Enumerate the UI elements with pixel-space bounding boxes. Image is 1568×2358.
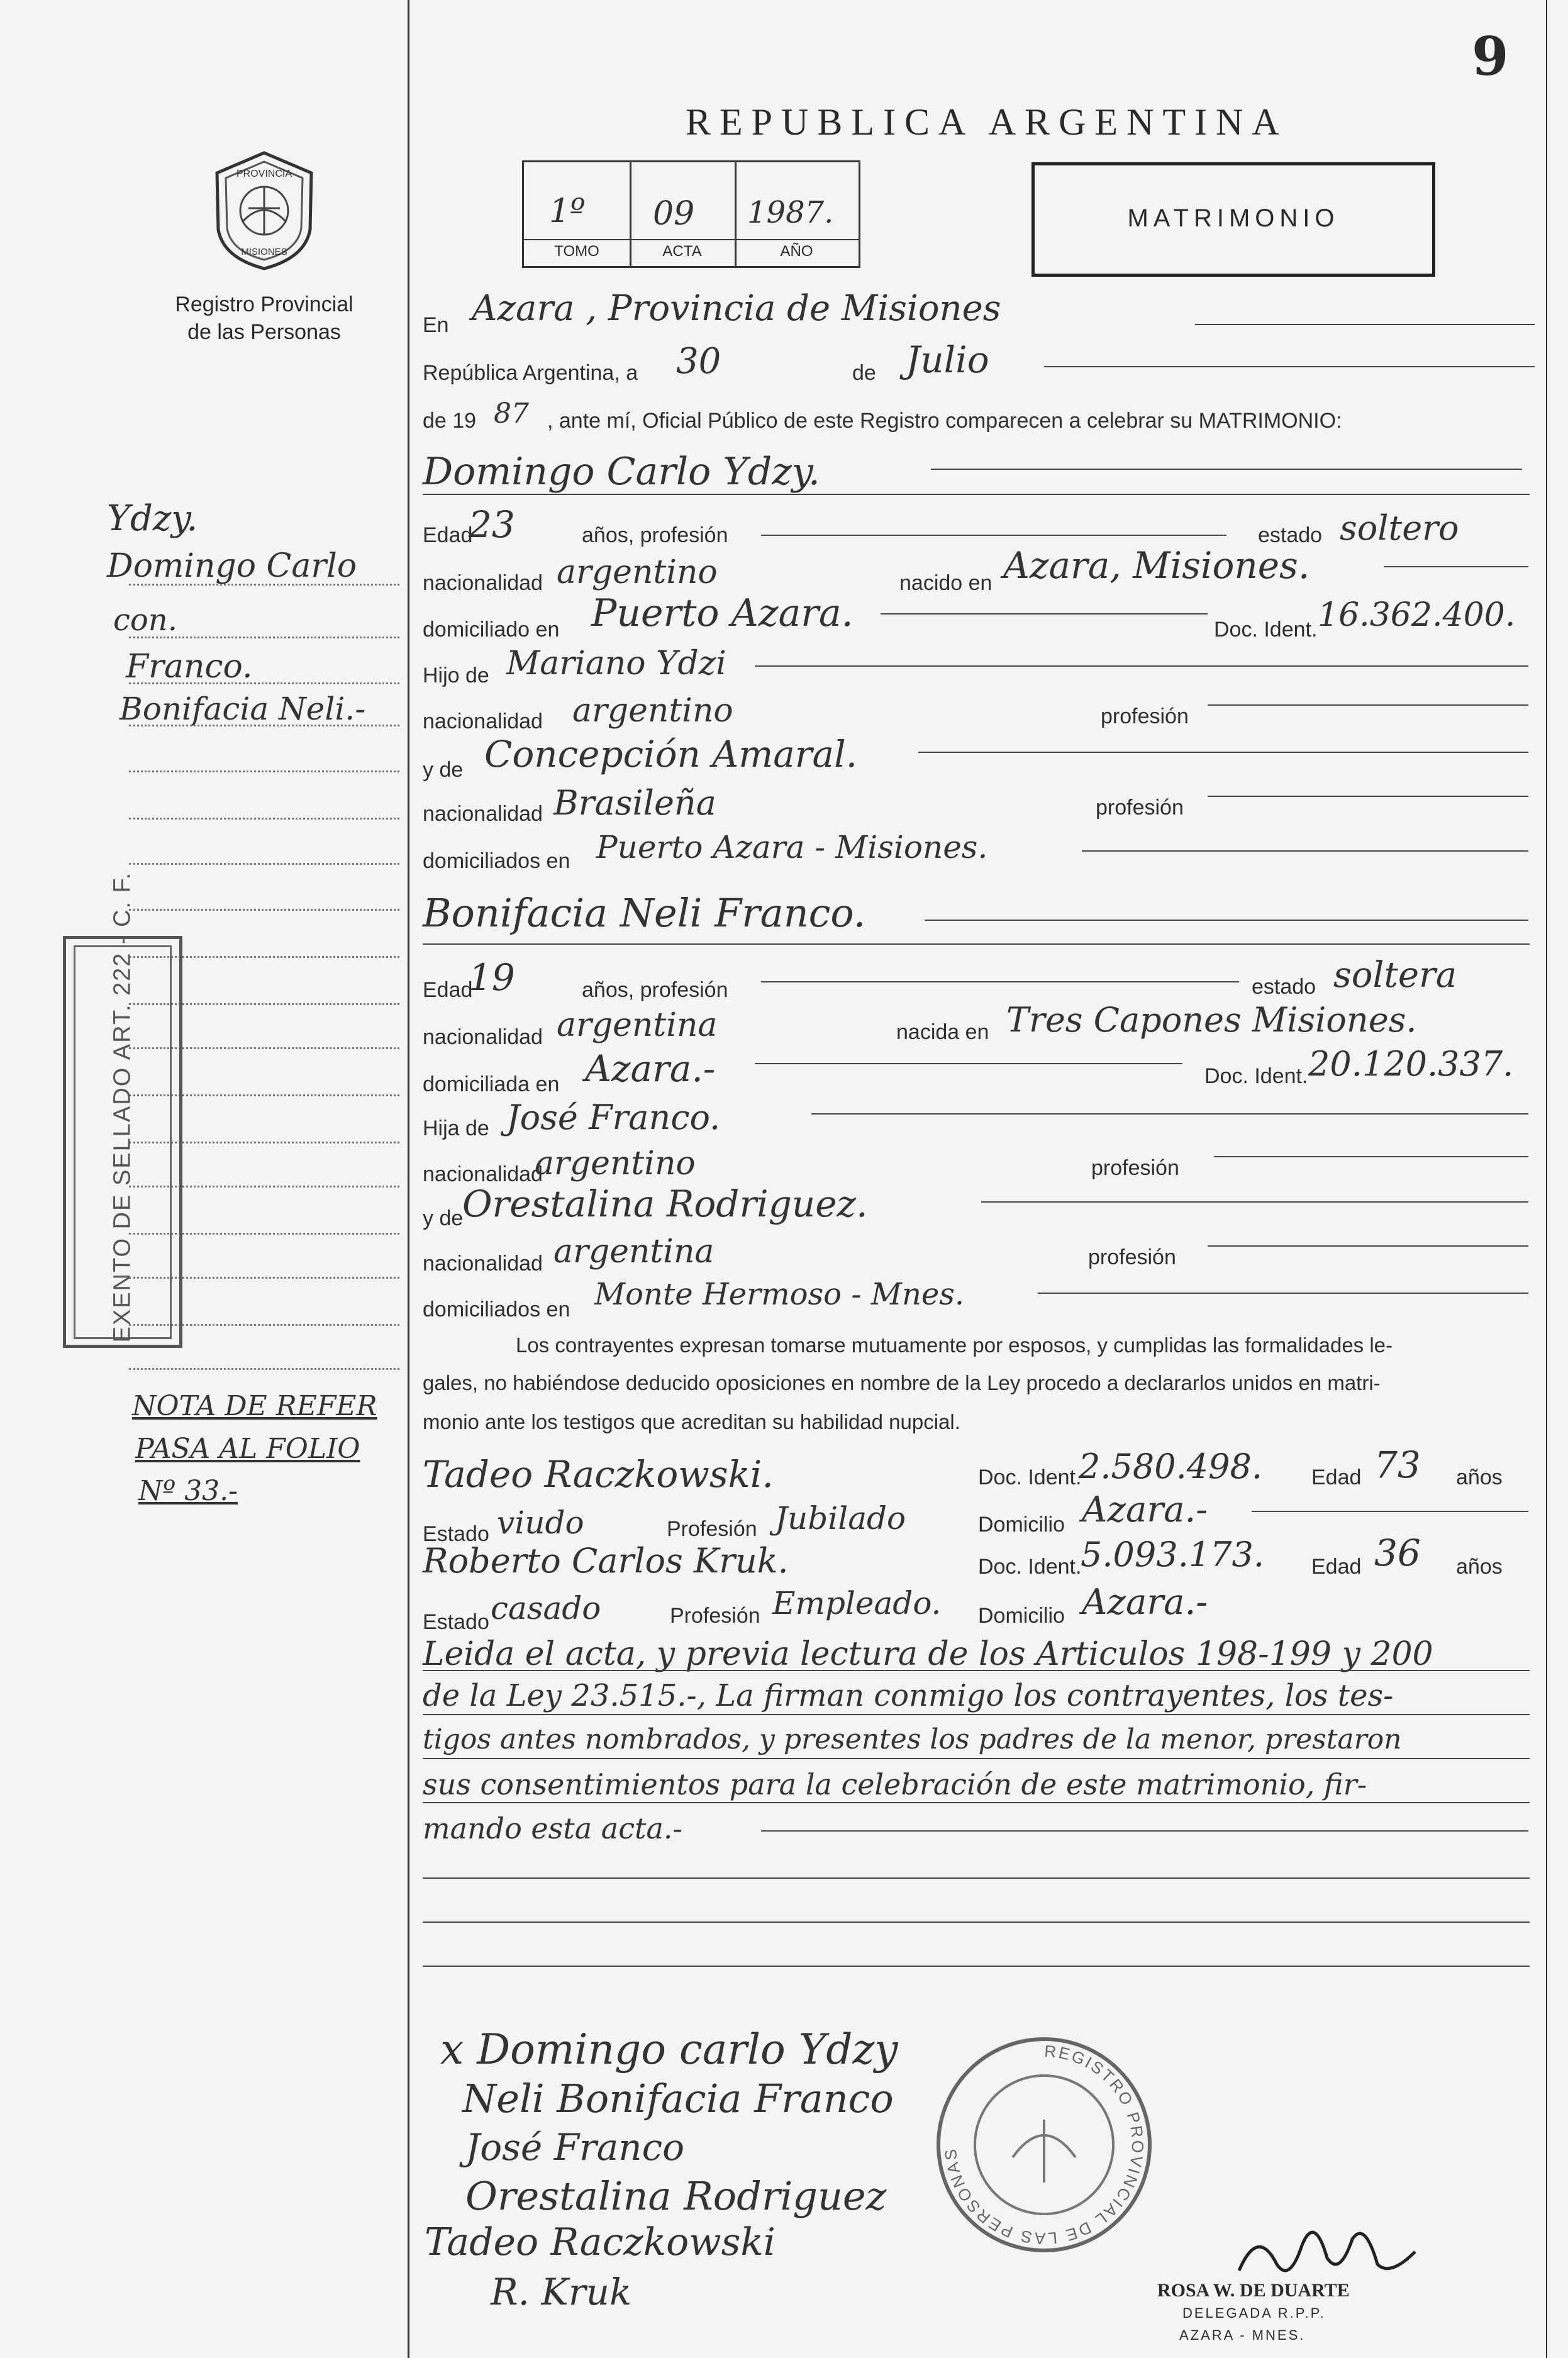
groom-mother-profesion-label: profesión — [1096, 796, 1184, 820]
witness2-domicilio-label: Domicilio — [978, 1604, 1065, 1628]
bride-estado-label: estado — [1252, 975, 1316, 999]
witness1-profesion: Jubilado — [775, 1500, 906, 1537]
seal-bottom-text: MISIONES — [241, 247, 287, 257]
witness1-domicilio: Azara.- — [1082, 1489, 1208, 1530]
bride-y-de-label: y de — [423, 1206, 464, 1230]
bride-domicilio: Azara.- — [585, 1047, 716, 1090]
year-suffix: 87 — [494, 398, 529, 430]
groom-estado-label: estado — [1258, 523, 1323, 547]
witness1-edad-label: Edad — [1311, 1465, 1362, 1489]
witness2-doc: 5.093.173. — [1081, 1535, 1264, 1574]
registry-round-stamp-icon — [931, 2032, 1157, 2258]
tomo-value: 1º — [549, 192, 586, 230]
signature-witness2: R. Kruk — [491, 2271, 632, 2313]
declaration-line-1: Los contrayentes expresan tomarse mutuamente por esposos, y cumplidas las formalidades le- — [516, 1333, 1393, 1357]
margin-name-4: Franco. — [126, 648, 253, 686]
groom-father: Mariano Ydzi — [506, 645, 726, 682]
round-stamp-text: REGISTRO PROVINCIAL DE LAS PERSONAS — [940, 2041, 1148, 2249]
anio-value: 1987. — [747, 195, 834, 230]
witness2-domicilio: Azara.- — [1082, 1582, 1208, 1623]
record-type: MATRIMONIO — [1127, 204, 1340, 232]
country-title: REPUBLICA ARGENTINA — [686, 101, 1288, 143]
groom-doc-label: Doc. Ident. — [1214, 618, 1318, 642]
officer-signature-icon — [1233, 2201, 1421, 2289]
groom-edad-label: Edad — [423, 523, 473, 547]
witness1-estado-label: Estado — [423, 1522, 489, 1546]
officer-place: AZARA - MNES. — [1179, 2327, 1306, 2343]
groom-estado: soltero — [1340, 508, 1459, 548]
groom-hijo-label: Hijo de — [423, 664, 489, 687]
groom-nacionalidad: argentino — [557, 553, 718, 591]
signature-witness1: Tadeo Raczkowski — [425, 2220, 776, 2264]
tomo-label: TOMO — [554, 243, 599, 260]
witness2-doc-label: Doc. Ident. — [978, 1555, 1082, 1579]
bride-nacionalidad-label: nacionalidad — [423, 1025, 543, 1049]
groom-y-de-label: y de — [423, 758, 464, 782]
bride-father-nat-label: nacionalidad — [423, 1162, 543, 1186]
witness1-domicilio-label: Domicilio — [978, 1513, 1065, 1537]
witness1-doc: 2.580.498. — [1079, 1447, 1262, 1486]
witness1-age: 73 — [1374, 1443, 1421, 1486]
witness2-estado: casado — [491, 1590, 601, 1627]
place-value: Azara , Provincia de Misiones — [472, 288, 1001, 329]
record-number-box — [522, 160, 860, 268]
notes-line-4: sus consentimientos para la celebración de este matrimonio, fir- — [423, 1767, 1367, 1801]
bride-father-profesion-label: profesión — [1091, 1156, 1179, 1180]
bride-nacionalidad: argentina — [557, 1006, 718, 1044]
witness2-profesion: Empleado. — [772, 1585, 942, 1621]
groom-age: 23 — [469, 503, 515, 546]
groom-birthplace: Azara, Misiones. — [1003, 544, 1310, 587]
bride-father: José Franco. — [506, 1098, 721, 1137]
bride-father-nat: argentino — [535, 1145, 696, 1182]
anio-label: AÑO — [780, 243, 813, 260]
registry-line-2: de las Personas — [187, 320, 341, 344]
groom-domicilio: Puerto Azara. — [591, 591, 854, 635]
witness1-doc-label: Doc. Ident. — [978, 1465, 1082, 1489]
month-value: Julio — [906, 338, 989, 381]
bride-mother-nat: argentina — [553, 1233, 714, 1271]
officer-name: ROSA W. DE DUARTE — [1157, 2280, 1350, 2301]
witness1-estado: viudo — [497, 1504, 584, 1541]
groom-mother-nat-label: nacionalidad — [423, 802, 543, 826]
en-label: En — [423, 313, 449, 337]
bride-edad-label: Edad — [423, 978, 473, 1002]
witness1-profesion-label: Profesión — [667, 1517, 757, 1541]
registry-line-1: Registro Provincial — [175, 292, 353, 316]
officer-title: DELEGADA R.P.P. — [1182, 2305, 1326, 2321]
bride-domiciliada-label: domiciliada en — [423, 1072, 560, 1096]
acta-label: ACTA — [662, 243, 702, 260]
groom-nacido-label: nacido en — [899, 571, 993, 595]
bride-anos-profesion-label: años, profesión — [582, 978, 728, 1002]
page-number: 9 — [1472, 25, 1509, 87]
witness1-anos-label: años — [1456, 1465, 1503, 1489]
groom-parents-domicilio: Puerto Azara - Misiones. — [596, 829, 988, 865]
witness2-profesion-label: Profesión — [670, 1604, 760, 1628]
margin-divider — [408, 0, 409, 2358]
year-prefix: de 19 — [423, 409, 477, 433]
groom-anos-profesion-label: años, profesión — [582, 523, 728, 547]
groom-father-profesion-label: profesión — [1101, 704, 1189, 728]
groom-domiciliado-label: domiciliado en — [423, 618, 560, 642]
bride-parents-domicilio: Monte Hermoso - Mnes. — [594, 1277, 965, 1312]
exemption-stamp — [63, 871, 182, 1348]
bride-doc: 20.120.337. — [1308, 1044, 1514, 1084]
notes-line-3: tigos antes nombrados, y presentes los padres de la menor, prestaron — [423, 1723, 1402, 1755]
bride-mother-profesion-label: profesión — [1088, 1245, 1176, 1269]
witness2-edad-label: Edad — [1311, 1555, 1362, 1579]
exemption-stamp-text: EXENTO DE SELLADO ART. 222 - C. F. — [109, 871, 136, 1343]
bride-name: Bonifacia Neli Franco. — [423, 890, 866, 936]
record-type-box — [1031, 162, 1435, 277]
bride-domiciliados-label: domiciliados en — [423, 1298, 570, 1321]
declaration-line-3: monio ante los testigos que acreditan su habilidad nupcial. — [423, 1410, 960, 1433]
groom-nacionalidad-label: nacionalidad — [423, 571, 543, 595]
bride-birthplace: Tres Capones Misiones. — [1006, 1000, 1417, 1040]
notes-line-2: de la Ley 23.515.-, La firman conmigo los contrayentes, los tes- — [423, 1678, 1394, 1713]
groom-mother: Concepción Amaral. — [484, 733, 858, 776]
intro-statement: , ante mí, Oficial Público de este Registro comparecen a celebrar su MATRIMONIO: — [547, 409, 1342, 433]
bride-doc-label: Doc. Ident. — [1204, 1064, 1308, 1088]
witness2-name: Roberto Carlos Kruk. — [423, 1541, 789, 1581]
bride-estado: soltera — [1333, 955, 1457, 996]
de-label: de — [852, 361, 876, 385]
signature-mother: Orestalina Rodriguez — [465, 2173, 887, 2219]
right-edge-line — [1546, 0, 1547, 2358]
republica-label: República Argentina, a — [423, 361, 638, 385]
witness1-name: Tadeo Raczkowski. — [423, 1453, 774, 1496]
witness2-anos-label: años — [1456, 1555, 1503, 1579]
notes-line-5: mando esta acta.- — [423, 1811, 683, 1845]
margin-name-1: Ydzy. — [107, 498, 198, 539]
witness2-estado-label: Estado — [423, 1610, 489, 1634]
signature-groom: x Domingo carlo Ydzy — [440, 2025, 898, 2074]
margin-name-2: Domingo Carlo — [107, 547, 357, 585]
margin-note-1: NOTA DE REFER — [132, 1390, 377, 1422]
margin-name-3: con. — [113, 603, 177, 638]
provincial-seal-icon — [204, 148, 324, 274]
bride-nacida-label: nacida en — [896, 1020, 989, 1044]
groom-father-nat: argentino — [572, 692, 733, 730]
bride-mother-nat-label: nacionalidad — [423, 1252, 543, 1276]
groom-father-nat-label: nacionalidad — [423, 709, 543, 733]
bride-mother: Orestalina Rodriguez. — [462, 1182, 868, 1225]
groom-mother-nat: Brasileña — [553, 783, 716, 823]
signature-father: José Franco — [465, 2126, 684, 2169]
bride-age: 19 — [469, 956, 515, 999]
margin-name-5: Bonifacia Neli.- — [120, 691, 366, 727]
registry-name — [157, 291, 371, 346]
margin-note-2: PASA AL FOLIO — [135, 1433, 360, 1465]
signature-bride: Neli Bonifacia Franco — [462, 2076, 894, 2122]
bride-hija-label: Hija de — [423, 1116, 489, 1140]
groom-name: Domingo Carlo Ydzy. — [423, 450, 820, 494]
groom-domiciliados-label: domiciliados en — [423, 849, 570, 873]
margin-note-3: Nº 33.- — [138, 1475, 238, 1507]
acta-value: 09 — [653, 195, 695, 233]
seal-top-text: PROVINCIA — [236, 169, 292, 179]
declaration-line-2: gales, no habiéndose deducido oposiciones en nombre de la Ley procedo a declararlos unidos en matri- — [423, 1371, 1381, 1394]
day-value: 30 — [676, 341, 721, 382]
witness2-age: 36 — [1374, 1532, 1421, 1574]
notes-line-1: Leida el acta, y previa lectura de los Articulos 198-199 y 200 — [423, 1635, 1433, 1673]
groom-doc: 16.362.400. — [1318, 596, 1516, 634]
